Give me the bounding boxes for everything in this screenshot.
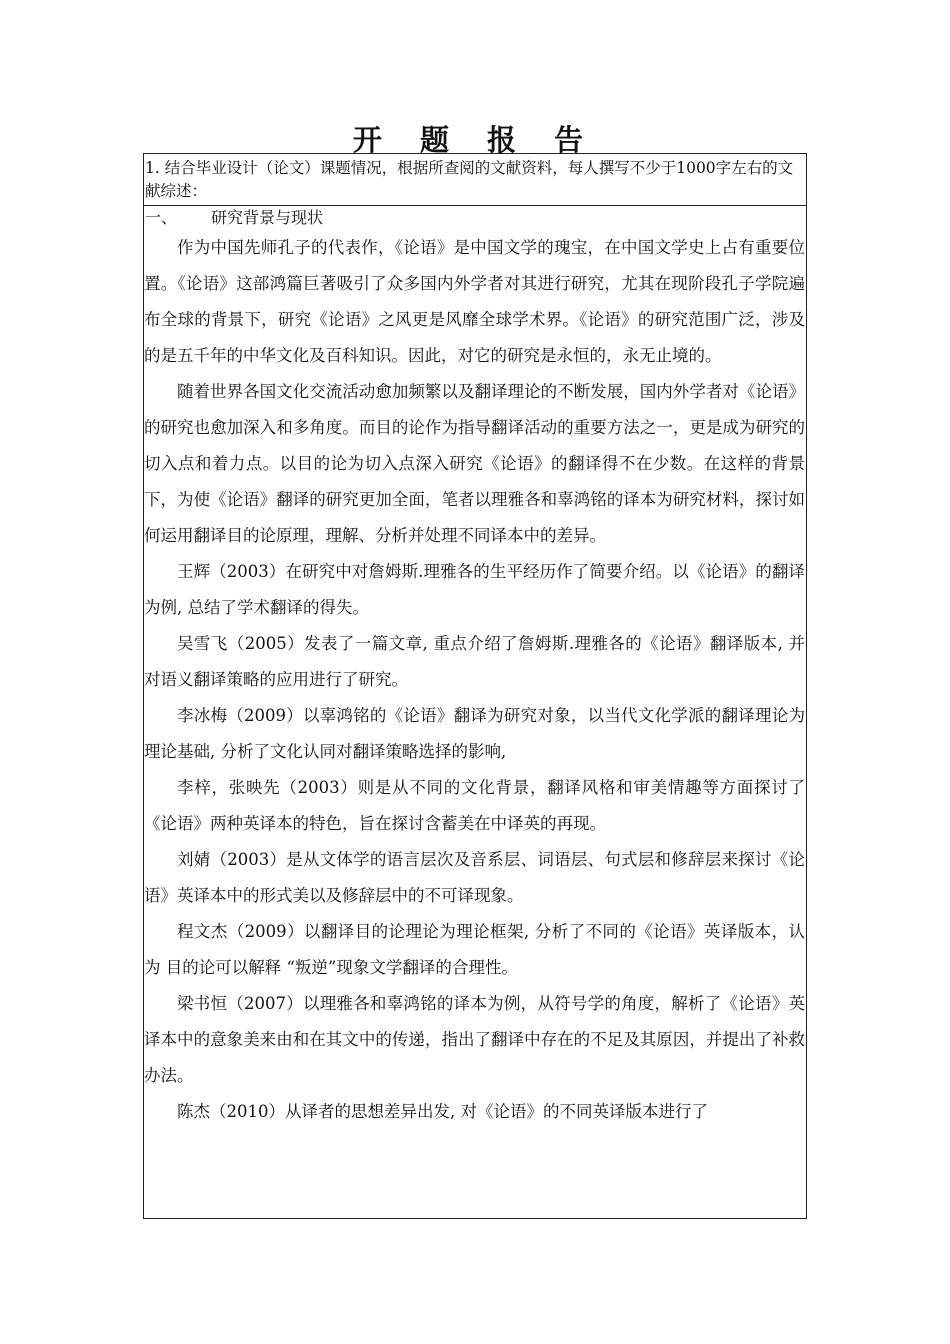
section-heading (144, 206, 806, 230)
paragraph-8: 程文杰（2009）以翻译目的论理论为理论框架, 分析了不同的《论语》英译版本，认为 目的论可以解释 “叛逆”现象文学翻译的合理性。 (144, 922, 805, 977)
literature-review-cell (144, 206, 806, 1130)
section-title: 研究背景与现状 (211, 208, 324, 227)
paragraph-9: 梁书恒（2007）以理雅各和辜鸿铭的译本为例，从符号学的角度，解析了《论语》英译本中的意象美来由和在其文中的传递，指出了翻译中存在的不足及其原因，并提出了补救办法。 (144, 994, 805, 1085)
instruction-row: 1. 结合毕业设计（论文）课题情况，根据所查阅的文献资料，每人撰写不少于1000字左右的文献综述： (144, 154, 806, 206)
paragraph-5: 李冰梅（2009）以辜鸿铭的《论语》翻译为研究对象，以当代文化学派的翻译理论为理论基础, 分析了文化认同对翻译策略选择的影响, (144, 706, 805, 761)
paragraph-6: 李梓，张映先（2003）则是从不同的文化背景，翻译风格和审美情趣等方面探讨了《论语》两种英译本的特色，旨在探讨含蓄美在中译英的再现。 (144, 778, 805, 833)
paragraph-2: 随着世界各国文化交流活动愈加频繁以及翻译理论的不断发展，国内外学者对《论语》的研究也愈加深入和多角度。而目的论作为指导翻译活动的重要方法之一，更是成为研究的切入点和着力点。以目的论为切入点深入研究《论语》的翻译得不在少数。在这样的背景下，为使《论语》翻译的研究更加全面，笔者以理雅各和辜鸿铭的译本为研究材料，探讨如何运用翻译目的论原理，理解、分析并处理不同译本中的差异。 (144, 382, 805, 545)
paragraph-1: 作为中国先师孔子的代表作，《论语》是中国文学的瑰宝，在中国文学史上占有重要位置。《论语》这部鸿篇巨著吸引了众多国内外学者对其进行研究，尤其在现阶段孔子学院遍布全球的背景下，研究《论语》之风更是风靡全球学术界。《论语》的研究范围广泛，涉及的是五千年的中华文化及百科知识。因此，对它的研究是永恒的，永无止境的。 (144, 238, 805, 365)
paragraph-10: 陈杰（2010）从译者的思想差异出发, 对《论语》的不同英译版本进行了 (177, 1102, 708, 1121)
paragraph-3: 王辉（2003）在研究中对詹姆斯.理雅各的生平经历作了简要介绍。以《论语》的翻译为例, 总结了学术翻译的得失。 (144, 562, 805, 617)
paragraph-7: 刘婧（2003）是从文体学的语言层次及音系层、词语层、句式层和修辞层来探讨《论语》英译本中的形式美以及修辞层中的不可译现象。 (144, 850, 805, 905)
section-number: 一、 (145, 208, 178, 227)
paragraph-4: 吴雪飞（2005）发表了一篇文章, 重点介绍了詹姆斯.理雅各的《论语》翻译版本, 并对语义翻译策略的应用进行了研究。 (144, 634, 805, 689)
report-table (143, 153, 807, 1219)
page-title: 开 题 报 告 (352, 123, 598, 157)
